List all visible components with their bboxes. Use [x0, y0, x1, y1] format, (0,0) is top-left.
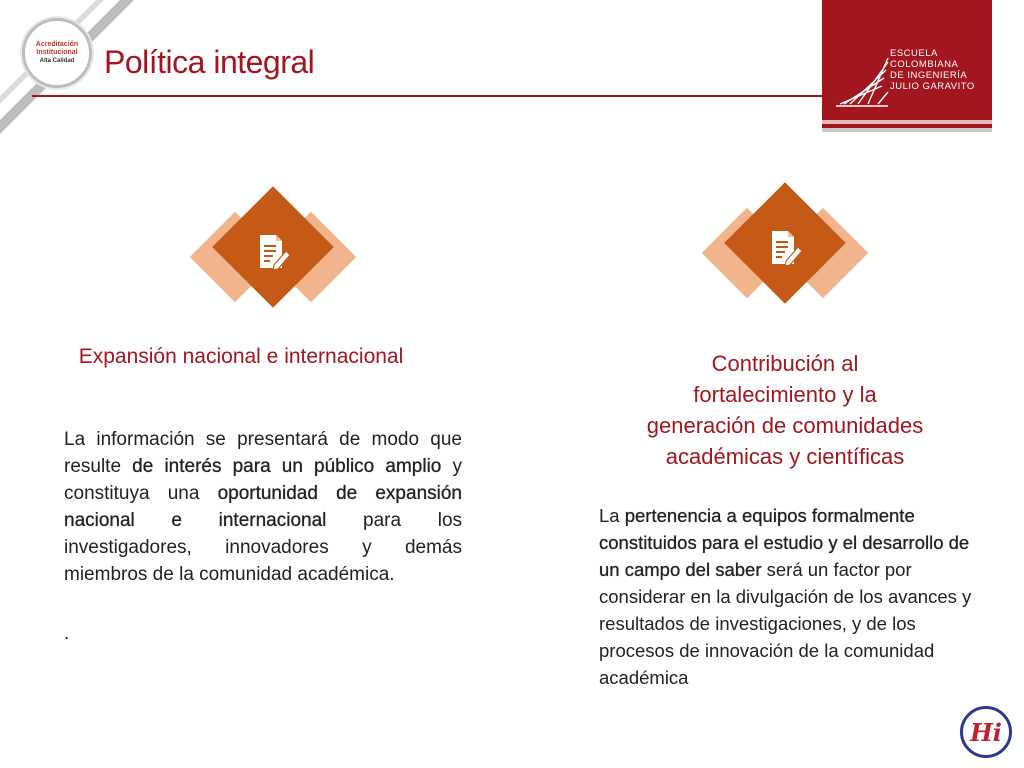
- hi-logo: Hi: [960, 706, 1012, 758]
- title-divider: [32, 95, 822, 97]
- badge-line-1: Acreditación: [35, 41, 79, 48]
- document-edit-icon: [256, 232, 292, 272]
- right-heading-line-3: generación de comunidades: [646, 413, 924, 438]
- right-heading-line-1: Contribución al: [711, 351, 859, 376]
- institution-name: [890, 48, 975, 92]
- page-title: Política integral: [104, 44, 315, 80]
- right-text-2: será un factor por considerar en la divulgación de los avances y resultados de investigaciones, y de los procesos de innovación de la comunidad académica: [599, 559, 972, 688]
- right-diamond-graphic: [695, 188, 875, 318]
- right-text-emphasis: pertenencia a equipos formalmente constituidos para el estudio y el desarrollo de un campo del saber: [599, 505, 970, 580]
- left-text-emphasis-2: oportunidad de expansión nacional e internacional: [64, 483, 462, 531]
- left-diamond-graphic: [183, 192, 363, 322]
- right-text-1: La: [599, 505, 625, 526]
- logo-underline: [822, 120, 992, 124]
- left-text-3: para los investigadores, innovadores y demás miembros de la comunidad académica.: [64, 510, 463, 585]
- building-logo-icon: [834, 56, 890, 108]
- left-text-2: y constituya una: [64, 456, 462, 504]
- badge-line-3: Alta Calidad: [39, 58, 75, 64]
- right-heading-line-2: fortalecimiento y la: [693, 382, 877, 407]
- left-paragraph: [64, 426, 462, 588]
- accreditation-badge: [22, 18, 92, 88]
- right-paragraph: [599, 502, 983, 691]
- badge-line-2: Institucional: [36, 49, 78, 56]
- institution-line-4: JULIO GARAVITO: [890, 81, 975, 92]
- institution-line-2: COLOMBIANA: [890, 59, 959, 70]
- left-text-emphasis-1: de interés para un público amplio: [132, 456, 442, 477]
- right-heading: [620, 348, 950, 472]
- left-dot: .: [64, 623, 70, 644]
- institution-logo: [822, 0, 992, 132]
- left-text-1: La información se presentará de modo que resulte: [64, 429, 462, 477]
- institution-line-1: ESCUELA: [890, 48, 938, 59]
- institution-line-3: DE INGENIERÍA: [890, 70, 968, 81]
- right-heading-line-4: académicas y científicas: [665, 444, 905, 469]
- document-edit-icon: [768, 228, 804, 268]
- left-heading: Expansión nacional e internacional: [78, 345, 404, 368]
